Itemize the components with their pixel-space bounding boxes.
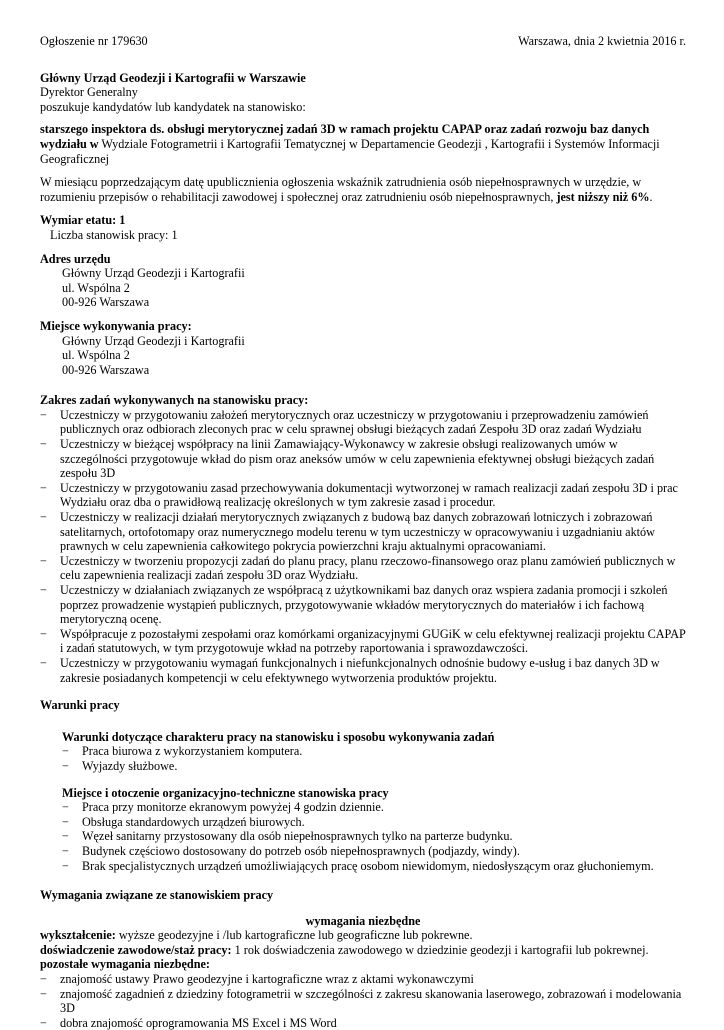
- office-address-line: Główny Urząd Geodezji i Kartografii: [62, 266, 245, 281]
- task-item: − Współpracuje z pozostałymi zespołami oraz komórkami organizacyjnymi GUGiK w celu efektywnej realizacji projektu CAPAP i zadań statutowych, w tym przygotowuje wkład na potrzeby raportowania i sprawozdawczości.: [40, 627, 686, 656]
- requirement-item: − znajomość ustawy Prawo geodezyjne i kartograficzne wraz z aktami wykonawczymi: [40, 972, 686, 987]
- office-address: [40, 266, 686, 310]
- experience-line: [40, 943, 686, 958]
- disability-note-text: W miesiącu poprzedzającym datę upublicznienia ogłoszenia wskaźnik zatrudnienia osób niepełnosprawnych w urzędzie, w rozumieniu przepisów o rehabilitacji zawodowej i społecznej oraz zatrudnieniu osób niepełnosprawnych,: [40, 175, 642, 204]
- task-item: − Uczestniczy w bieżącej współpracy na linii Zamawiający-Wykonawcy w zakresie obsługi realizowanych umów w szczególności przygotowuje wkład do pism oraz aneksów umów w celu zapewnienia efektywnej obsługi bieżących zadań zespołu 3D: [40, 437, 686, 481]
- tasks-heading: Zakres zadań wykonywanych na stanowisku pracy:: [40, 393, 309, 408]
- ad-number: Ogłoszenie nr 179630: [40, 34, 148, 48]
- tasks-list: [40, 408, 686, 685]
- environment-item: − Praca przy monitorze ekranowym powyżej 4 godzin dziennie.: [40, 800, 686, 815]
- workload-heading: Wymiar etatu: 1: [40, 213, 126, 228]
- work-place-address: [40, 334, 686, 378]
- office-address-heading: Adres urzędu: [40, 251, 111, 266]
- work-place-line: Główny Urząd Geodezji i Kartografii: [62, 333, 245, 348]
- education-label: wykształcenie:: [40, 928, 116, 943]
- education-line: [40, 928, 686, 943]
- character-heading: Warunki dotyczące charakteru pracy na stanowisku i sposobu wykonywania zadań: [62, 729, 495, 744]
- disability-note: [40, 175, 686, 204]
- other-requirements-heading: pozostałe wymagania niezbędne:: [40, 957, 210, 972]
- education-value: wyższe geodezyjne i /lub kartograficzne lub geograficzne lub pokrewne.: [115, 928, 473, 943]
- task-item: − Uczestniczy w realizacji działań merytorycznych związanych z budową baz danych zobrazowań lotniczych i zobrazowań satelitarnych, ortofotomapy oraz numerycznego modelu terenu w tym uczestniczy w opracowywaniu i uzgadnianiu aktów prawnych w celu zapewnienia całkowitego pokrycia powierzchni kraju aktualnymi opracowaniami.: [40, 510, 686, 554]
- employer-seeking: poszukuje kandydatów lub kandydatek na stanowisko:: [40, 99, 306, 114]
- header-line: [40, 34, 686, 49]
- position-title-rest: Wydziale Fotogrametrii i Kartografii Tematycznej w Departamencie Geodezji , Kartografii i Systemów Informacji Geograficznej: [40, 136, 660, 166]
- requirement-item: − znajomość zagadnień z dziedziny fotogrametrii w szczególności z zakresu skanowania laserowego, zobrazowań i modelowania 3D: [40, 987, 686, 1016]
- work-place-heading: Miejsce wykonywania pracy:: [40, 318, 192, 333]
- environment-list: [40, 800, 686, 873]
- experience-value: 1 rok doświadczenia zawodowego w dziedzinie geodezji i kartografii lub pokrewnej.: [231, 942, 649, 957]
- work-place-line: 00-926 Warszawa: [62, 362, 150, 377]
- environment-item: − Budynek częściowo dostosowany do potrzeb osób niepełnosprawnych (podjazdy, windy).: [40, 844, 686, 859]
- environment-item: − Obsługa standardowych urządzeń biurowych.: [40, 815, 686, 830]
- task-item: − Uczestniczy w tworzeniu propozycji zadań do planu pracy, planu rzeczowo-finansowego oraz planu zamówień publicznych w celu zapewnienia realizacji zadań zespołu 3D oraz Wydziału.: [40, 554, 686, 583]
- task-item: − Uczestniczy w przygotowaniu zasad przechowywania dokumentacji wytworzonej w ramach realizacji zadań zespołu 3D i prac Wydziału oraz dba o prawidłową realizację określonych w tym zakresie zasad i procedur.: [40, 481, 686, 510]
- character-item: − Praca biurowa z wykorzystaniem komputera.: [40, 744, 686, 759]
- job-advertisement: [40, 34, 686, 1030]
- environment-item: − Brak specjalistycznych urządzeń umożliwiających pracę osobom niewidomym, niedosłyszącym oraz głuchoniemym.: [40, 859, 686, 874]
- employer-head: Dyrektor Generalny: [40, 85, 138, 100]
- character-item: − Wyjazdy służbowe.: [40, 759, 686, 774]
- conditions-heading: Warunki pracy: [40, 698, 120, 713]
- environment-item: − Węzeł sanitarny przystosowany dla osób niepełnosprawnych tylko na parterze budynku.: [40, 829, 686, 844]
- environment-heading: Miejsce i otoczenie organizacyjno-techniczne stanowiska pracy: [62, 785, 389, 800]
- position-title-bold: starszego inspektora ds. obsługi merytorycznej zadań 3D w ramach projektu CAPAP oraz zadań rozwoju baz danych wydziału w: [40, 122, 650, 151]
- task-item: − Uczestniczy w przygotowaniu założeń merytorycznych oraz uczestniczy w przygotowaniu i przeprowadzeniu zamówień publicznych oraz odbiorach zleconych prac w celu sprawnej obsługi bieżących zadań Zespołu 3D oraz zadań Wydziału: [40, 408, 686, 437]
- work-place-line: ul. Wspólna 2: [62, 348, 130, 363]
- office-address-line: 00-926 Warszawa: [62, 295, 150, 310]
- character-list: [40, 744, 686, 773]
- place-date: Warszawa, dnia 2 kwietnia 2016 r.: [518, 34, 686, 48]
- disability-note-end: .: [649, 189, 653, 204]
- task-item: − Uczestniczy w przygotowaniu wymagań funkcjonalnych i niefunkcjonalnych odnośnie budowy e-usług i baz danych 3D w zakresie posiadanych kompetencji w celu efektywnego wytworzenia produktów projektu.: [40, 656, 686, 685]
- task-item: − Uczestniczy w działaniach związanych ze współpracą z użytkownikami baz danych oraz wspiera zadania promocji i szkoleń poprzez prowadzenie wystąpień publicznych, przygotowywanie wkładów merytorycznych do materiałów i ich fachową merytoryczną ocenę.: [40, 583, 686, 627]
- disability-note-bold: jest niższy niż 6%: [556, 189, 650, 204]
- positions-count: Liczba stanowisk pracy: 1: [50, 227, 178, 242]
- requirement-item: − dobra znajomość oprogramowania MS Excel i MS Word: [40, 1016, 686, 1030]
- employer-name: Główny Urząd Geodezji i Kartografii w Warszawie: [40, 70, 306, 85]
- office-address-line: ul. Wspólna 2: [62, 280, 130, 295]
- other-requirements-list: [40, 972, 686, 1030]
- experience-label: doświadczenie zawodowe/staż pracy:: [40, 942, 232, 957]
- position-title: [40, 122, 686, 166]
- required-heading: wymagania niezbędne: [305, 913, 421, 928]
- requirements-heading: Wymagania związane ze stanowiskiem pracy: [40, 888, 274, 903]
